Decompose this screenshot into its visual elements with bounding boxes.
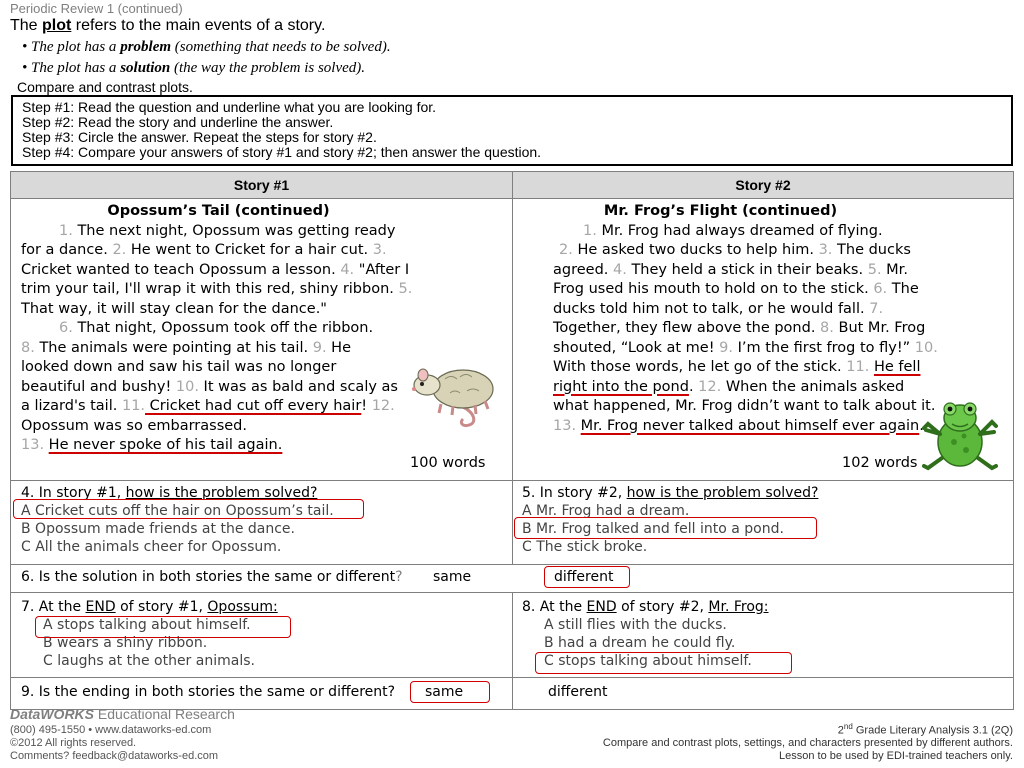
story2-text xyxy=(553,202,938,436)
q4-option-c[interactable]: C All the animals cheer for Opossum. xyxy=(21,539,282,555)
sentence-text: The next night, Opossum was getting ready for a dance. xyxy=(21,222,396,258)
plot-definition xyxy=(10,17,325,35)
dataworks-logo-bold: DataWORKS xyxy=(10,706,95,722)
q6-option-different[interactable]: different xyxy=(554,569,614,585)
question-7-character: Opossum: xyxy=(207,599,278,615)
row-divider xyxy=(11,480,1013,481)
underlined-answer: He fell right into the pond xyxy=(553,359,921,395)
sentence-number: 3. xyxy=(818,242,833,258)
plot-definition-post: refers to the main events of a story. xyxy=(71,17,326,34)
dataworks-logo-rest: Educational Research xyxy=(94,706,235,722)
sentence-text: Cricket wanted to teach Opossum a lesson. xyxy=(21,261,341,278)
column-header-story2: Story #2 xyxy=(513,172,1013,198)
underlined-answer: Mr. Frog never talked about himself ever again xyxy=(580,417,920,434)
sentence-number: 4. xyxy=(613,261,627,278)
footer-comments: Comments? feedback@dataworks-ed.com xyxy=(10,750,219,762)
underlined-answer: Cricket had cut off every hair xyxy=(145,398,362,414)
sentence-text: They held a stick in their beaks. xyxy=(626,261,868,278)
sentence-number: 6. xyxy=(873,281,888,297)
footer-usage-note: Lesson to be used by EDI-trained teachers only. xyxy=(779,750,1013,762)
step-4: Step #4: Compare your answers of story #1 and story #2; then answer the question. xyxy=(22,144,542,160)
q7-option-a[interactable]: A stops talking about himself. xyxy=(43,617,251,633)
sentence-text: . xyxy=(919,417,924,434)
footer-standard: Compare and contrast plots, settings, and characters presented by different authors. xyxy=(602,737,1013,749)
plot-definition-pre: The xyxy=(10,17,43,34)
q7-option-b[interactable]: B wears a shiny ribbon. xyxy=(43,635,208,651)
opossum-illustration xyxy=(405,355,505,430)
q8-answer-circle xyxy=(535,652,792,674)
story2-title: Mr. Frog’s Flight (continued) xyxy=(603,203,838,219)
sentence-text: It was as bald and scaly as a lizard's tail. xyxy=(21,378,398,414)
question-6 xyxy=(21,568,403,586)
question-8-mid: of story #2, xyxy=(616,599,709,615)
step-1: Step #1: Read the question and underline what you are looking for. xyxy=(22,99,437,115)
row-divider xyxy=(11,677,1013,678)
step-2: Step #2: Read the story and underline the answer. xyxy=(22,114,334,130)
sentence-number: 9. xyxy=(312,339,327,356)
question-6-text: 6. Is the solution in both stories the same or different xyxy=(21,569,396,585)
sentence-number: 3. xyxy=(372,242,387,258)
column-divider-lower xyxy=(512,592,513,710)
sentence-number: 5. xyxy=(867,261,882,278)
sentence-number: 4. xyxy=(340,261,355,278)
sentence-text: "After I trim your tail, I'll wrap it with this red, shiny ribbon. xyxy=(21,261,410,297)
q7-answer-circle xyxy=(35,616,291,638)
q5-answer-circle xyxy=(514,517,817,539)
sentence-number: 7. xyxy=(869,300,884,317)
q9-option-same[interactable]: same xyxy=(425,684,464,700)
story1-title: Opossum’s Tail (continued) xyxy=(107,203,330,219)
question-9: 9. Is the ending in both stories the same or different? xyxy=(21,684,396,700)
frog-illustration xyxy=(920,398,1000,474)
question-4-underlined: how is the problem solved? xyxy=(125,485,318,501)
q7-option-c[interactable]: C laughs at the other animals. xyxy=(43,653,255,669)
row-divider xyxy=(11,592,1013,593)
bullet-problem xyxy=(22,39,391,56)
sentence-number: 9. xyxy=(719,339,733,356)
footer-contact: (800) 495-1550 • www.dataworks-ed.com xyxy=(10,724,212,736)
steps-box xyxy=(11,95,1013,166)
sentence-number: 10. xyxy=(914,339,938,356)
sentence-number: 13. xyxy=(21,437,45,453)
sentence-text: Mr. Frog used his mouth to hold on to the stick. xyxy=(553,261,908,297)
compare-heading: Compare and contrast plots. xyxy=(17,79,193,95)
underlined-answer: He never spoke of his tail again. xyxy=(48,437,283,453)
sentence-number: 2. xyxy=(112,242,127,258)
footer-copyright: ©2012 All rights reserved. xyxy=(10,737,137,749)
question-8-end: END xyxy=(586,599,617,615)
sentence-number: 11. xyxy=(846,359,870,375)
column-header-story1: Story #1 xyxy=(11,172,512,198)
sentence-number: 10. xyxy=(175,378,199,395)
q6-option-same[interactable]: same xyxy=(433,569,472,585)
sentence-text: The ducks agreed. xyxy=(553,242,911,278)
sentence-text: The ducks told him not to talk, or he would fall. xyxy=(553,281,919,317)
sentence-number: 12. xyxy=(698,378,722,395)
sentence-text: Opossum was so embarrassed. xyxy=(21,417,247,434)
sentence-number: 1. xyxy=(583,222,597,239)
page-header-title: Periodic Review 1 (continued) xyxy=(10,1,183,16)
sentence-text: The animals were pointing at his tail. xyxy=(34,339,313,356)
bullet-solution-pre: • The plot has a xyxy=(22,60,121,76)
solution-keyword: solution xyxy=(120,60,171,76)
sentence-text: That way, it will stay clean for the dance." xyxy=(21,300,327,317)
question-4-prefix: 4. In story #1, xyxy=(21,485,126,501)
q9-option-different[interactable]: different xyxy=(548,684,608,700)
bullet-solution xyxy=(22,60,365,77)
bullet-problem-post: (something that needs to be solved). xyxy=(171,39,391,55)
question-5-prefix: 5. In story #2, xyxy=(522,485,627,501)
q5-option-a[interactable]: A Mr. Frog had a dream. xyxy=(522,503,690,519)
sentence-number: 8. xyxy=(820,320,834,336)
question-7-mid: of story #1, xyxy=(115,599,208,615)
bullet-problem-pre: • The plot has a xyxy=(22,39,121,55)
q5-option-b[interactable]: B Mr. Frog talked and fell into a pond. xyxy=(522,521,784,537)
grade-suffix: nd xyxy=(843,722,853,731)
sentence-text: Together, they flew above the pond. xyxy=(553,320,821,336)
question-5-underlined: how is the problem solved? xyxy=(626,485,819,501)
story1-text xyxy=(21,202,416,456)
dataworks-logo xyxy=(10,706,235,722)
sentence-text: I’m the first frog to fly!” xyxy=(732,339,915,356)
sentence-text: But Mr. Frog shouted, “Look at me! xyxy=(553,320,926,356)
question-8-character: Mr. Frog: xyxy=(708,599,769,615)
question-7-prefix: 7. At the xyxy=(21,599,86,615)
step-3: Step #3: Circle the answer. Repeat the steps for story #2. xyxy=(22,129,377,145)
question-8-prefix: 8. At the xyxy=(522,599,587,615)
question-6-mark: ? xyxy=(395,569,403,585)
sentence-text: When the animals asked what happened, Mr. Frog didn’t want to talk about it. xyxy=(553,378,936,414)
story1-word-count: 100 words xyxy=(410,455,486,471)
grade-title: Grade Literary Analysis 3.1 (2Q) xyxy=(852,724,1013,737)
story2-word-count: 102 words xyxy=(842,455,918,471)
sentence-text: . xyxy=(688,378,699,395)
question-7-end: END xyxy=(85,599,116,615)
grade-number: 2 xyxy=(837,724,844,737)
q4-option-a[interactable]: A Cricket cuts off the hair on Opossum’s tail. xyxy=(21,503,334,519)
sentence-number: 6. xyxy=(59,320,73,336)
sentence-text: Mr. Frog had always dreamed of flying. xyxy=(596,222,883,239)
sentence-text: He went to Cricket for a hair cut. xyxy=(126,242,373,258)
sentence-number: 1. xyxy=(59,222,73,239)
sentence-number: 5. xyxy=(398,281,413,297)
question-4 xyxy=(21,484,334,556)
q6-answer-circle xyxy=(544,566,630,588)
plot-keyword: plot xyxy=(42,17,72,34)
sentence-number: 13. xyxy=(553,417,577,434)
problem-keyword: problem xyxy=(120,39,172,55)
sentence-number: 8. xyxy=(21,339,35,356)
footer-lesson-title xyxy=(838,722,1013,737)
q8-option-b[interactable]: B had a dream he could fly. xyxy=(544,635,736,651)
sentence-number: 2. xyxy=(559,242,573,258)
row-divider xyxy=(11,564,1013,565)
sentence-text: He asked two ducks to help him. xyxy=(572,242,819,258)
sentence-text: He looked down and saw his tail was no longer beautiful and bushy! xyxy=(21,339,351,395)
sentence-text: That night, Opossum took off the ribbon. xyxy=(72,320,374,336)
q5-option-c[interactable]: C The stick broke. xyxy=(522,539,648,555)
q9-answer-circle xyxy=(410,681,490,703)
q8-option-a[interactable]: A still flies with the ducks. xyxy=(544,617,727,633)
bullet-solution-post: (the way the problem is solved). xyxy=(170,60,366,76)
q4-answer-circle xyxy=(13,499,364,519)
row-divider xyxy=(11,198,1013,199)
sentence-number: 11. xyxy=(121,398,146,414)
q8-option-c[interactable]: C stops talking about himself. xyxy=(544,653,752,669)
sentence-number: 12. xyxy=(371,398,395,414)
column-divider xyxy=(512,172,513,564)
sentence-text: With those words, he let go of the stick. xyxy=(553,359,847,375)
sentence-text: ! xyxy=(361,398,372,414)
q4-option-b[interactable]: B Opossum made friends at the dance. xyxy=(21,521,295,537)
